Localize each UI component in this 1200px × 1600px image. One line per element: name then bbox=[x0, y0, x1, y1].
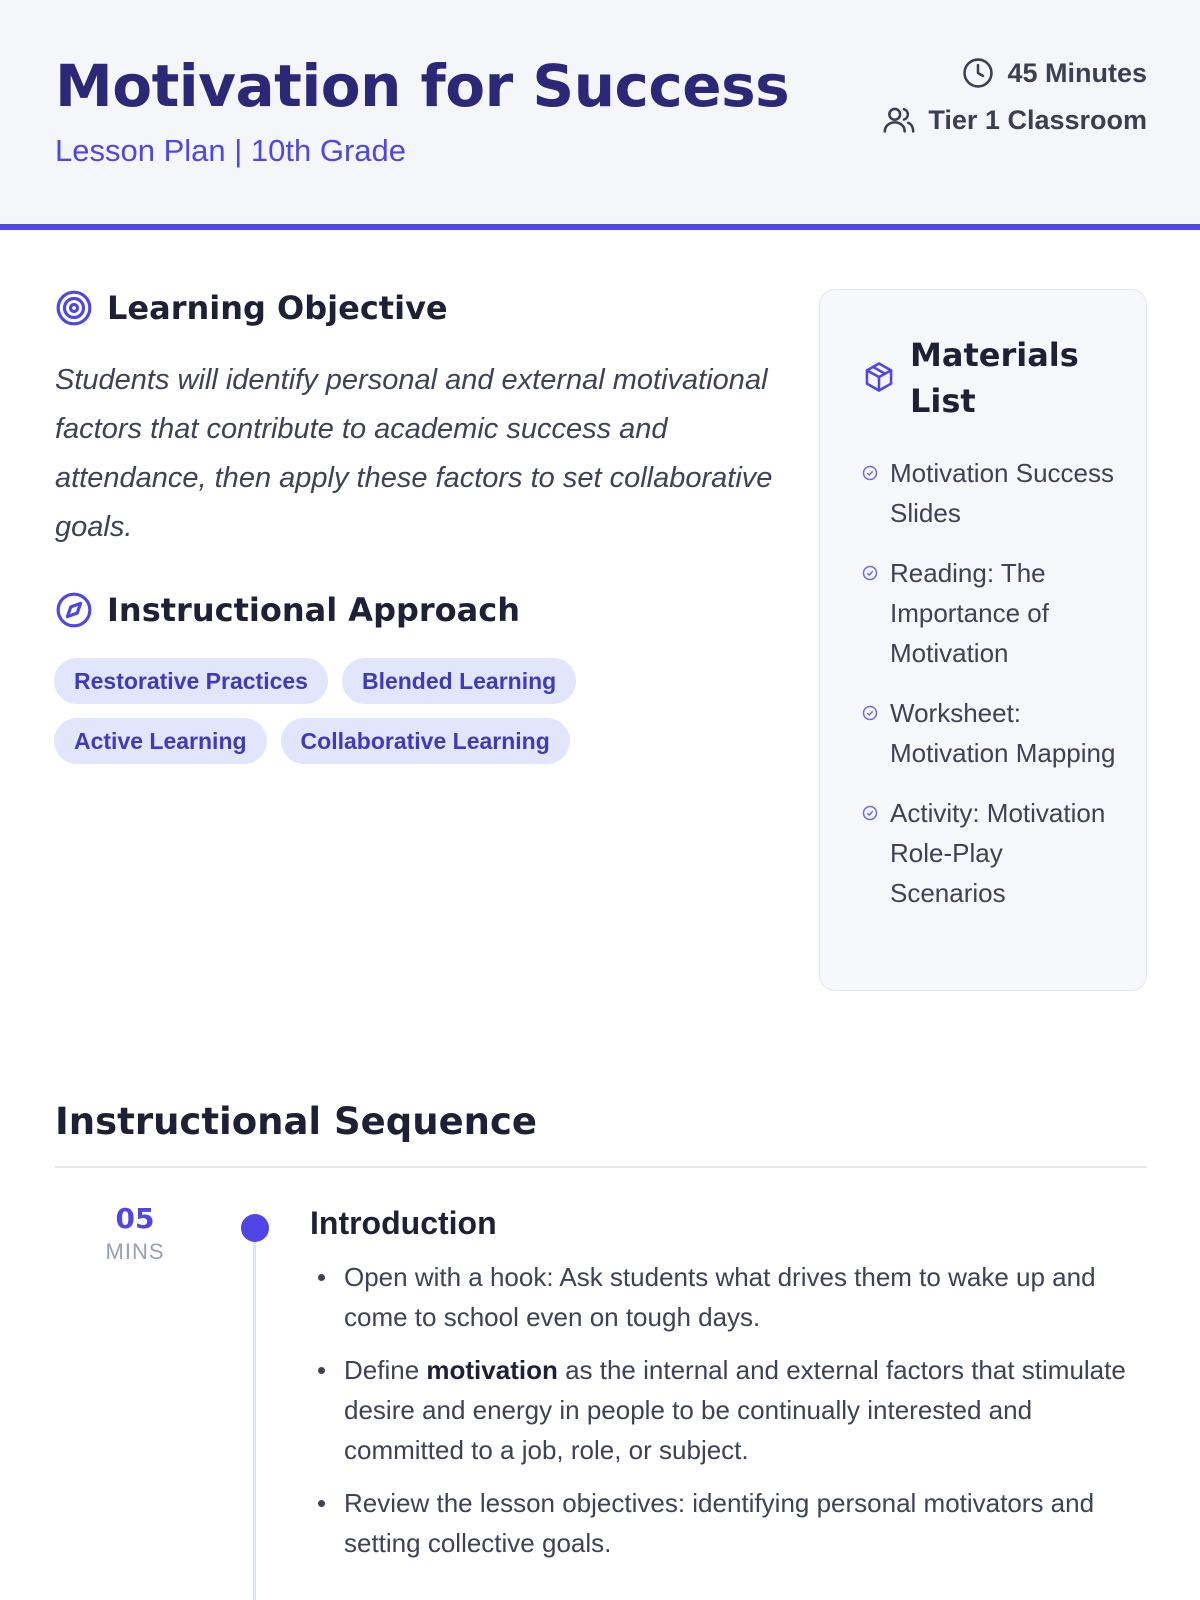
step-title: Introduction bbox=[310, 1205, 497, 1241]
check-circle-icon bbox=[862, 805, 878, 821]
target-icon bbox=[55, 289, 93, 327]
lesson-subtitle: Lesson Plan | 10th Grade bbox=[55, 133, 407, 168]
lesson-header bbox=[0, 0, 1200, 230]
approach-heading bbox=[55, 591, 520, 629]
materials-heading-text: Materials List bbox=[910, 336, 1079, 420]
material-item bbox=[862, 453, 1122, 533]
bullet-text-after: as the internal and external factors that stimulate desire and energy in people to be continually interested and committed to a job, role, or subject. bbox=[344, 1355, 1126, 1465]
step-bullet bbox=[312, 1350, 1152, 1470]
material-item bbox=[862, 693, 1122, 773]
materials-heading bbox=[862, 332, 1110, 424]
step-duration bbox=[95, 1202, 175, 1265]
bullet-keyword: motivation bbox=[426, 1355, 558, 1385]
step-minutes: 05 bbox=[115, 1202, 155, 1235]
users-icon bbox=[882, 103, 916, 137]
objective-text: Students will identify personal and external motivational factors that contribute to academic success and attendance, then apply these factors to set collaborative goals. bbox=[55, 364, 773, 543]
material-label: Worksheet: Motivation Mapping bbox=[890, 698, 1116, 768]
approach-tags bbox=[54, 658, 614, 764]
material-label: Motivation Success Slides bbox=[890, 458, 1114, 528]
sequence-divider bbox=[55, 1166, 1147, 1168]
approach-tag: Blended Learning bbox=[342, 658, 576, 704]
timeline-dot bbox=[241, 1214, 269, 1242]
objective-heading bbox=[55, 289, 448, 327]
materials-list bbox=[862, 453, 1122, 933]
timeline-line bbox=[253, 1240, 256, 1600]
bullet-text: Open with a hook: Ask students what drives them to wake up and come to school even on tough days. bbox=[344, 1262, 1096, 1332]
material-item bbox=[862, 793, 1122, 913]
step-bullets bbox=[312, 1257, 1152, 1576]
duration-text: 45 Minutes bbox=[1007, 57, 1147, 88]
material-item bbox=[862, 553, 1122, 673]
sequence-heading: Instructional Sequence bbox=[55, 1100, 538, 1143]
check-circle-icon bbox=[862, 565, 878, 581]
clock-icon bbox=[961, 56, 995, 90]
material-label: Reading: The Importance of Motivation bbox=[890, 558, 1049, 668]
materials-card bbox=[819, 289, 1147, 991]
material-label: Activity: Motivation Role-Play Scenarios bbox=[890, 798, 1106, 908]
lesson-title: Motivation for Success bbox=[55, 52, 790, 120]
bullet-text-before: Define bbox=[344, 1355, 427, 1385]
approach-heading-text: Instructional Approach bbox=[107, 591, 520, 629]
setting-meta bbox=[882, 103, 1147, 137]
approach-tag: Active Learning bbox=[54, 718, 267, 764]
objective-heading-text: Learning Objective bbox=[107, 289, 448, 327]
step-bullet bbox=[312, 1257, 1152, 1337]
bullet-text: Review the lesson objectives: identifying personal motivators and setting collective goals. bbox=[344, 1488, 1095, 1558]
approach-tag: Restorative Practices bbox=[54, 658, 328, 704]
check-circle-icon bbox=[862, 705, 878, 721]
step-bullet bbox=[312, 1483, 1152, 1563]
package-icon bbox=[862, 360, 896, 394]
setting-text: Tier 1 Classroom bbox=[928, 104, 1147, 135]
check-circle-icon bbox=[862, 465, 878, 481]
approach-tag: Collaborative Learning bbox=[281, 718, 570, 764]
duration-meta bbox=[961, 56, 1147, 90]
step-unit: MINS bbox=[105, 1239, 165, 1264]
compass-icon bbox=[55, 591, 93, 629]
